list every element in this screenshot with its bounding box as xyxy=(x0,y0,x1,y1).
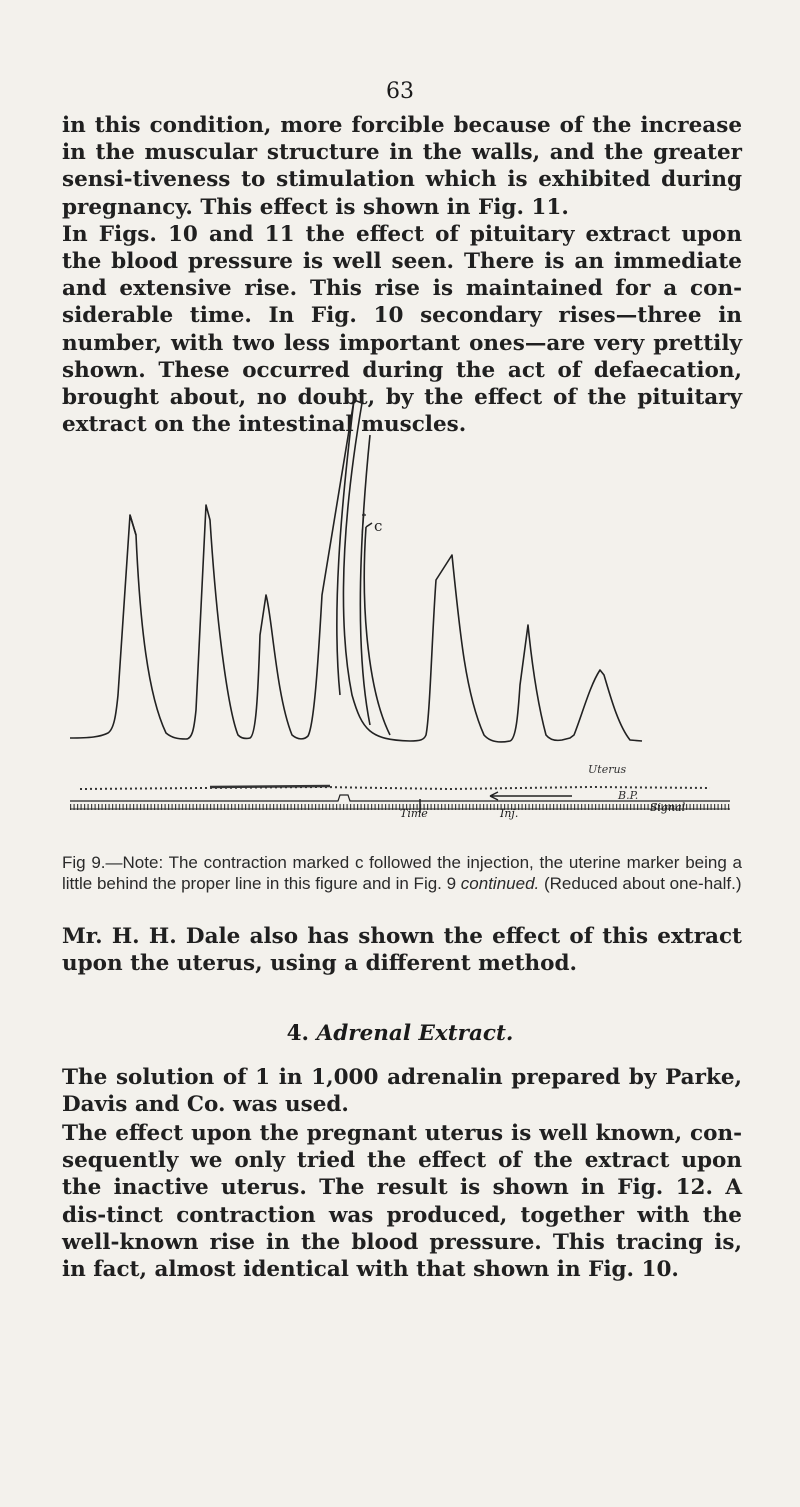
paragraph-solution-text: The solution of 1 in 1,000 adrenalin prepared by Parke, Davis and Co. was used. xyxy=(62,1065,742,1118)
paragraph-pituitary: In Figs. 10 and 11 the effect of pituitary extract upon the blood pressure is well seen. There is an immediate and extensive rise. This rise is maintained for a con-siderable time. In Fig. 10 secondary rises—three in number, with two less important ones—are very prettily shown. These occurred during the act of defaecation, brought about, no doubt, by the effect of the pituitary extract on the intestinal muscles. xyxy=(62,221,742,438)
paragraph-condition: in this condition, more forcible because of the increase in the muscular structure in the walls, and the greater sensi-tiveness to stimulation which is exhibited during pregnancy. This effect is shown in Fig. 11. xyxy=(62,113,742,220)
uterine-tracing-figure xyxy=(70,395,730,820)
section-title: Adrenal Extract. xyxy=(316,1021,514,1046)
paragraph-dale-text: Mr. H. H. Dale also has shown the effect of this extract upon the uterus, using a different method. xyxy=(62,924,742,977)
paragraph-solution xyxy=(62,1064,742,1118)
section-heading xyxy=(0,1021,800,1046)
figure-caption xyxy=(62,853,742,894)
caption-text: Fig 9.—Note: The contraction marked c followed the injection, the uterine marker being a little behind the proper line in this figure and in Fig. 9 xyxy=(62,853,742,893)
page-number: 63 xyxy=(386,79,414,104)
paragraph-dale xyxy=(62,923,742,977)
section-number: 4. xyxy=(286,1021,310,1046)
blood-pressure-line xyxy=(80,787,710,789)
injection-label: Inj. xyxy=(500,807,519,820)
signal-label: Signal xyxy=(650,801,686,814)
time-label: Time xyxy=(400,807,428,820)
marker-c-label: c xyxy=(374,517,383,535)
paragraph-effect xyxy=(62,1120,742,1283)
paragraph-effect-text: The effect upon the pregnant uterus is well known, con-sequently we only tried the effect of the extract upon the inactive uterus. The result is shown in Fig. 12. A dis-tinct contraction was produced, together with the well-known rise in the blood pressure. This tracing is, in fact, almost identical with that shown in Fig. 10. xyxy=(62,1121,742,1283)
caption-text-end: (Reduced about one-half.) xyxy=(539,873,742,893)
bp-label: B.P. xyxy=(618,789,639,802)
bp-arrow xyxy=(490,792,572,800)
uterine-tracing-curve xyxy=(70,400,642,742)
top-paragraphs xyxy=(62,112,742,438)
caption-italic: continued. xyxy=(460,873,540,893)
uterus-label: Uterus xyxy=(588,763,627,776)
tracing-svg xyxy=(70,395,730,815)
